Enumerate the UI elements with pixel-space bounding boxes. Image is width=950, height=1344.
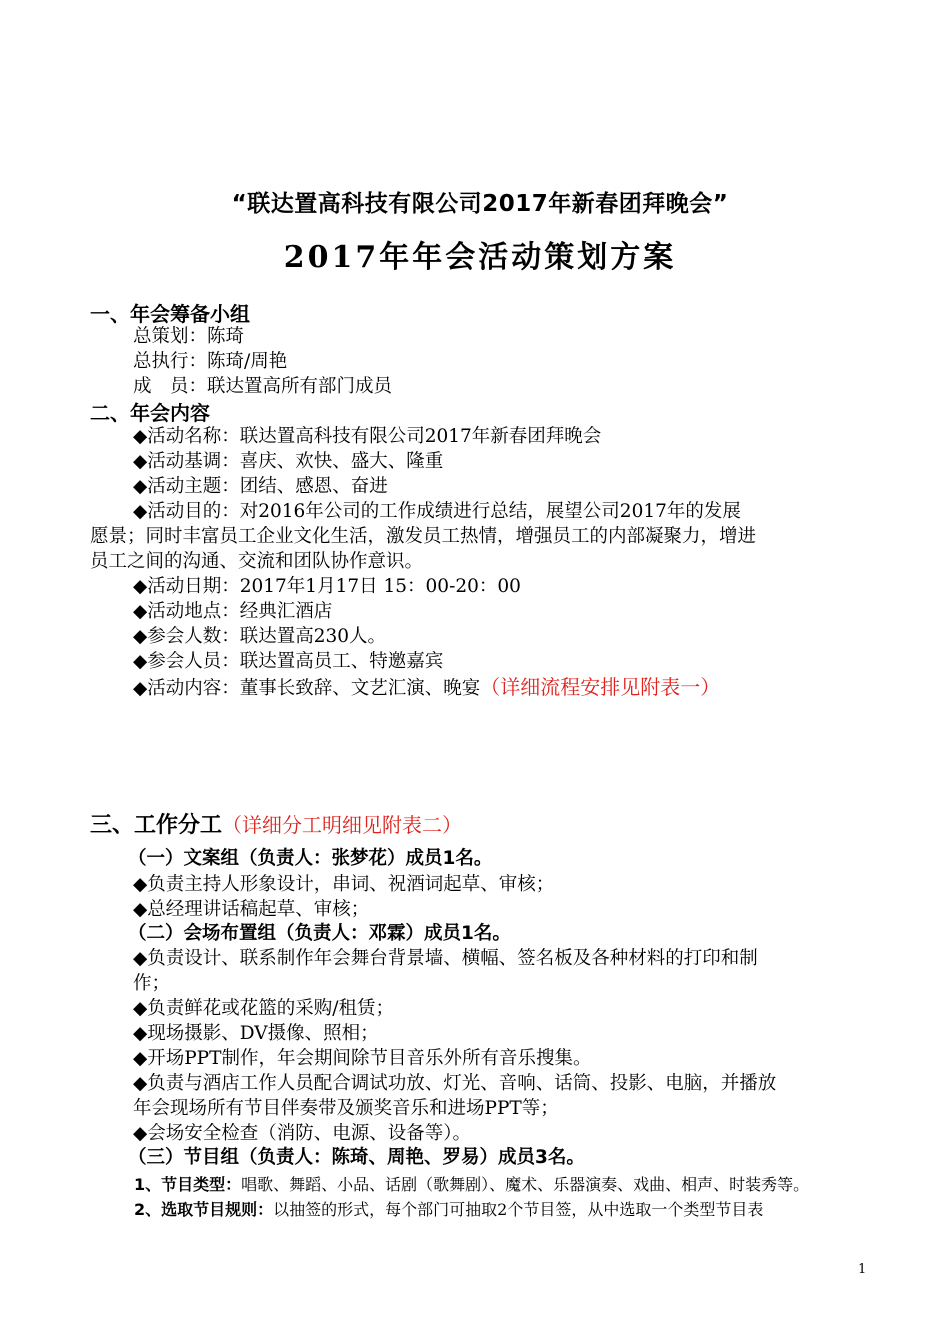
activity-purpose: 员工之间的沟通、交流和团队协作意识。: [90, 551, 424, 572]
document-title-event: “联达置高科技有限公司2017年新春团拜晚会”: [231, 191, 729, 217]
section1-item: 成 员：联达置高所有部门成员: [133, 376, 393, 397]
group2-item: ◆会场安全检查（消防、电源、设备等）。: [133, 1123, 471, 1144]
group2-item: ◆负责与酒店工作人员配合调试功放、灯光、音响、话筒、投影、电脑，并播放: [133, 1073, 777, 1094]
page-number: 1: [858, 1262, 867, 1277]
activity-tone: ◆活动基调：喜庆、欢快、盛大、隆重: [133, 451, 444, 472]
group3-title: （三）节目组（负责人：陈琦、周艳、罗易）成员3名。: [128, 1147, 585, 1168]
group1-item: ◆负责主持人形象设计，串词、祝酒词起草、审核；: [133, 874, 555, 895]
activity-place: ◆活动地点：经典汇酒店: [133, 601, 333, 622]
activity-content-text: ◆活动内容：董事长致辞、文艺汇演、晚宴: [133, 678, 481, 699]
activity-count: ◆参会人数：联达置高230人。: [133, 626, 387, 647]
section1-heading: 一、年会筹备小组: [90, 302, 250, 326]
program-rule: [134, 1172, 809, 1195]
program-rule-text: 以抽签的形式，每个部门可抽取2个节目签，从中选取一个类型节目表: [273, 1200, 764, 1219]
group2-item: ◆负责鲜花或花篮的采购/租赁；: [133, 998, 394, 1019]
group2-item: ◆开场PPT制作，年会期间除节目音乐外所有音乐搜集。: [133, 1048, 592, 1069]
activity-people: ◆参会人员：联达置高员工、特邀嘉宾: [133, 651, 444, 672]
activity-name: ◆活动名称：联达置高科技有限公司2017年新春团拜晚会: [133, 426, 602, 447]
section1-item: 总策划：陈琦: [133, 326, 245, 347]
group1-title: （一）文案组（负责人：张梦花）成员1名。: [128, 848, 493, 869]
section3-heading-note: （详细分工明细见附表二）: [222, 813, 463, 837]
activity-content-note: （详细流程安排见附表一）: [480, 675, 721, 699]
program-rule-text: 唱歌、舞蹈、小品、话剧（歌舞剧）、魔术、乐器演奏、戏曲、相声、时装秀等。: [241, 1175, 810, 1194]
section2-heading: 二、年会内容: [90, 401, 210, 425]
group1-item: ◆总经理讲话稿起草、审核；: [133, 899, 370, 920]
activity-theme: ◆活动主题：团结、感恩、奋进: [133, 476, 388, 497]
activity-content: [133, 675, 720, 701]
section3-heading-text: 三、工作分工: [90, 813, 223, 838]
group2-item: ◆负责设计、联系制作年会舞台背景墙、横幅、签名板及各种材料的打印和制: [133, 948, 758, 969]
program-rule: [134, 1197, 763, 1220]
section1-item: 总执行：陈琦/周艳: [133, 351, 288, 372]
program-rule-label: 1、节目类型：: [134, 1175, 242, 1194]
section3-heading: [90, 808, 462, 839]
activity-purpose: ◆活动目的：对2016年公司的工作成绩进行总结，展望公司2017年的发展: [133, 501, 741, 522]
activity-purpose: 愿景；同时丰富员工企业文化生活，激发员工热情，增强员工的内部凝聚力，增进: [90, 526, 757, 547]
group2-title: （二）会场布置组（负责人：邓霖）成员1名。: [128, 923, 511, 944]
activity-date: ◆活动日期：2017年1月17日 15：00-20：00: [133, 576, 521, 597]
group2-item: 年会现场所有节目伴奏带及颁奖音乐和进场PPT等；: [133, 1098, 559, 1119]
group2-item: 作；: [133, 973, 171, 994]
program-rule-label: 2、选取节目规则：: [134, 1200, 274, 1219]
group2-item: ◆现场摄影、DV摄像、照相；: [133, 1023, 379, 1044]
document-title-plan: 2017年年会活动策划方案: [283, 240, 677, 275]
